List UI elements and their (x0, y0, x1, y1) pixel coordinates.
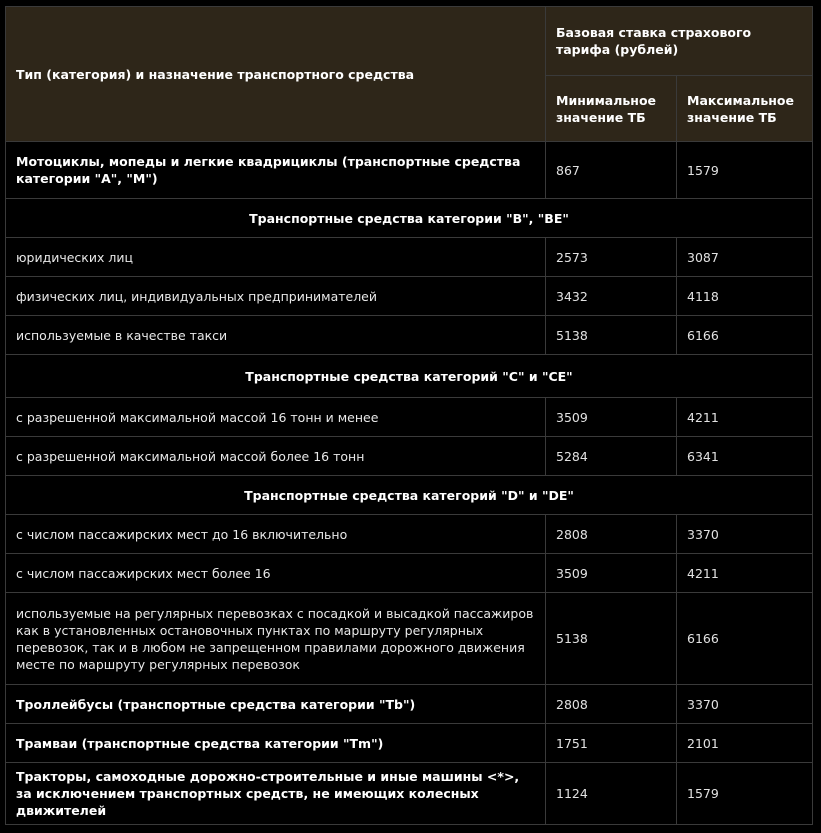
table-row (6, 685, 813, 724)
row-label: Трамваи (транспортные средства категории "Tm") (6, 724, 546, 763)
row-label: с разрешенной максимальной массой более 16 тонн (6, 437, 546, 476)
row-max-value: 6341 (677, 437, 813, 476)
tariff-table (5, 6, 813, 825)
table-row (6, 316, 813, 355)
row-min-value: 2573 (546, 238, 677, 277)
section-heading: Транспортные средства категорий "D" и "DE" (6, 476, 813, 515)
header-type-column: Тип (категория) и назначение транспортного средства (6, 7, 546, 142)
table-row (6, 277, 813, 316)
row-min-value: 3509 (546, 554, 677, 593)
table-row (6, 593, 813, 685)
header-min-value: Минимальное значение ТБ (546, 76, 677, 142)
section-heading: Транспортные средства категории "B", "BE" (6, 199, 813, 238)
row-max-value: 3370 (677, 685, 813, 724)
row-max-value: 3087 (677, 238, 813, 277)
row-max-value: 4211 (677, 398, 813, 437)
header-base-rate: Базовая ставка страхового тарифа (рублей) (546, 7, 813, 76)
row-min-value: 5138 (546, 316, 677, 355)
row-min-value: 3432 (546, 277, 677, 316)
header-max-value: Максимальное значение ТБ (677, 76, 813, 142)
row-label: Троллейбусы (транспортные средства категории "Tb") (6, 685, 546, 724)
table-row (6, 724, 813, 763)
row-label: с числом пассажирских мест более 16 (6, 554, 546, 593)
row-min-value: 2808 (546, 515, 677, 554)
section-heading: Транспортные средства категорий "C" и "CE" (6, 355, 813, 398)
row-max-value: 6166 (677, 593, 813, 685)
table-row (6, 398, 813, 437)
row-min-value: 5284 (546, 437, 677, 476)
section-row (6, 355, 813, 398)
row-max-value: 6166 (677, 316, 813, 355)
row-max-value: 4211 (677, 554, 813, 593)
row-label: используемые в качестве такси (6, 316, 546, 355)
row-max-value: 1579 (677, 142, 813, 199)
section-row (6, 199, 813, 238)
table-row (6, 554, 813, 593)
table-row (6, 515, 813, 554)
row-label: Мотоциклы, мопеды и легкие квадрициклы (транспортные средства категории "A", "M") (6, 142, 546, 199)
row-min-value: 5138 (546, 593, 677, 685)
table-row (6, 763, 813, 825)
row-max-value: 4118 (677, 277, 813, 316)
row-max-value: 1579 (677, 763, 813, 825)
row-min-value: 1751 (546, 724, 677, 763)
tariff-table-container (5, 6, 812, 825)
table-row (6, 238, 813, 277)
table-row (6, 437, 813, 476)
row-max-value: 2101 (677, 724, 813, 763)
row-label: используемые на регулярных перевозках с посадкой и высадкой пассажиров как в установленных остановочных пунктах по маршруту регулярных перевозок, так и в любом не запрещенном правилами дорожного движения месте по маршруту регулярных перевозок (6, 593, 546, 685)
table-row (6, 142, 813, 199)
row-min-value: 3509 (546, 398, 677, 437)
row-label: юридических лиц (6, 238, 546, 277)
row-min-value: 1124 (546, 763, 677, 825)
row-label: с разрешенной максимальной массой 16 тонн и менее (6, 398, 546, 437)
row-label: Тракторы, самоходные дорожно-строительные и иные машины <*>, за исключением транспортных средств, не имеющих колесных движителей (6, 763, 546, 825)
row-label: с числом пассажирских мест до 16 включительно (6, 515, 546, 554)
row-min-value: 867 (546, 142, 677, 199)
section-row (6, 476, 813, 515)
row-label: физических лиц, индивидуальных предпринимателей (6, 277, 546, 316)
row-max-value: 3370 (677, 515, 813, 554)
row-min-value: 2808 (546, 685, 677, 724)
